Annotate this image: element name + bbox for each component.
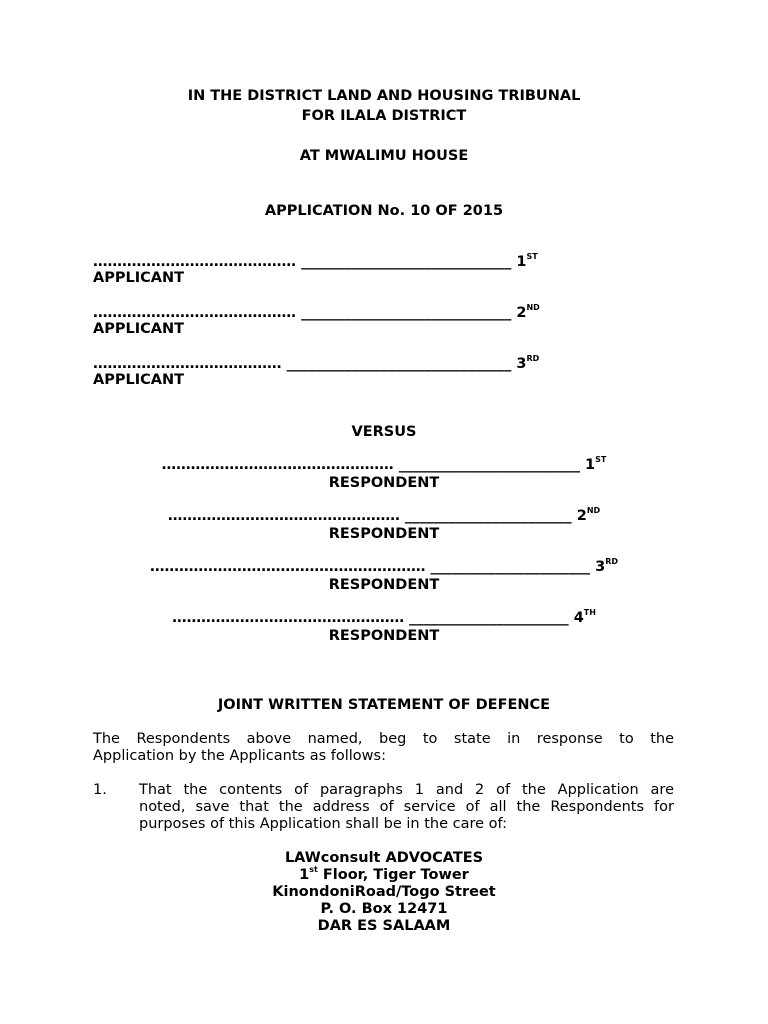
applicant-name-placeholder: …………………………………… (93, 305, 296, 321)
applicant-blank-line: _______________________________ (286, 356, 512, 372)
paragraph-line: noted, save that the address of service of all the Respondents for (139, 799, 674, 815)
applicant-name-placeholder: …………………………………… (93, 254, 296, 270)
applicant-label-1: APPLICANT (93, 270, 185, 286)
intro-paragraph (93, 731, 674, 765)
respondent-label-1: RESPONDENT (328, 475, 440, 491)
statement-title: JOINT WRITTEN STATEMENT OF DEFENCE (217, 697, 551, 713)
tribunal-heading-line1: IN THE DISTRICT LAND AND HOUSING TRIBUNAL (187, 88, 581, 104)
versus-heading: VERSUS (351, 424, 417, 440)
applicant-ordinal: 1 (516, 254, 527, 270)
floor-ordinal-suffix: st (309, 865, 318, 874)
intro-line: Application by the Applicants as follows: (93, 748, 386, 764)
applicant-blank-line: _____________________________ (301, 305, 512, 321)
venue-heading: AT MWALIMU HOUSE (299, 148, 469, 164)
respondent-ordinal: 3 (595, 559, 606, 575)
respondent-name-placeholder: ………………………………………… (161, 457, 394, 473)
respondent-blank-line: ______________________ (430, 559, 591, 575)
paragraph-1-text (139, 782, 674, 833)
ordinal-suffix: RD (605, 557, 619, 566)
address-firm: LAWconsult ADVOCATES (284, 850, 484, 866)
respondent-name-placeholder: ………………………………………………… (149, 559, 426, 575)
ordinal-suffix: ST (526, 252, 538, 261)
respondent-name-placeholder: ………………………………………… (167, 508, 400, 524)
respondent-line-2 (0, 508, 768, 524)
address-po-box: P. O. Box 12471 (320, 901, 448, 917)
applicant-name-placeholder: ………………………………… (93, 356, 282, 372)
address-floor (0, 867, 768, 883)
applicant-line-3 (93, 356, 539, 372)
applicant-line-2 (93, 305, 540, 321)
paragraph-line: purposes of this Application shall be in the care of: (139, 816, 507, 832)
applicant-ordinal: 2 (516, 305, 527, 321)
respondent-line-4 (0, 610, 768, 626)
address-city: DAR ES SALAAM (317, 918, 451, 934)
respondent-line-1 (0, 457, 768, 473)
respondent-label-4: RESPONDENT (328, 628, 440, 644)
paragraph-line: That the contents of paragraphs 1 and 2 of the Application are (139, 782, 674, 798)
application-number: APPLICATION No. 10 OF 2015 (264, 203, 504, 219)
paragraph-number: 1. (93, 782, 107, 798)
floor-number: 1 (299, 867, 310, 883)
respondent-line-3 (0, 559, 768, 575)
respondent-name-placeholder: ………………………………………… (172, 610, 405, 626)
applicant-ordinal: 3 (516, 356, 527, 372)
respondent-ordinal: 2 (576, 508, 587, 524)
intro-line: The Respondents above named, beg to state in response to the (93, 731, 674, 747)
applicant-line-1 (93, 254, 538, 270)
ordinal-suffix: ND (586, 506, 601, 515)
ordinal-suffix: RD (526, 354, 540, 363)
respondent-label-3: RESPONDENT (328, 577, 440, 593)
applicant-blank-line: _____________________________ (301, 254, 512, 270)
respondent-blank-line: ______________________ (409, 610, 569, 626)
respondent-ordinal: 1 (585, 457, 596, 473)
tribunal-heading-line2: FOR ILALA DISTRICT (301, 108, 467, 124)
ordinal-suffix: TH (583, 608, 596, 617)
address-street: KinondoniRoad/Togo Street (272, 884, 496, 900)
applicant-label-3: APPLICANT (93, 372, 185, 388)
ordinal-suffix: ND (526, 303, 540, 312)
respondent-ordinal: 4 (573, 610, 584, 626)
respondent-label-2: RESPONDENT (328, 526, 440, 542)
applicant-label-2: APPLICANT (93, 321, 185, 337)
respondent-blank-line: _______________________ (404, 508, 572, 524)
floor-building: Floor, Tiger Tower (317, 867, 469, 883)
respondent-blank-line: _________________________ (398, 457, 580, 473)
ordinal-suffix: ST (595, 455, 607, 464)
